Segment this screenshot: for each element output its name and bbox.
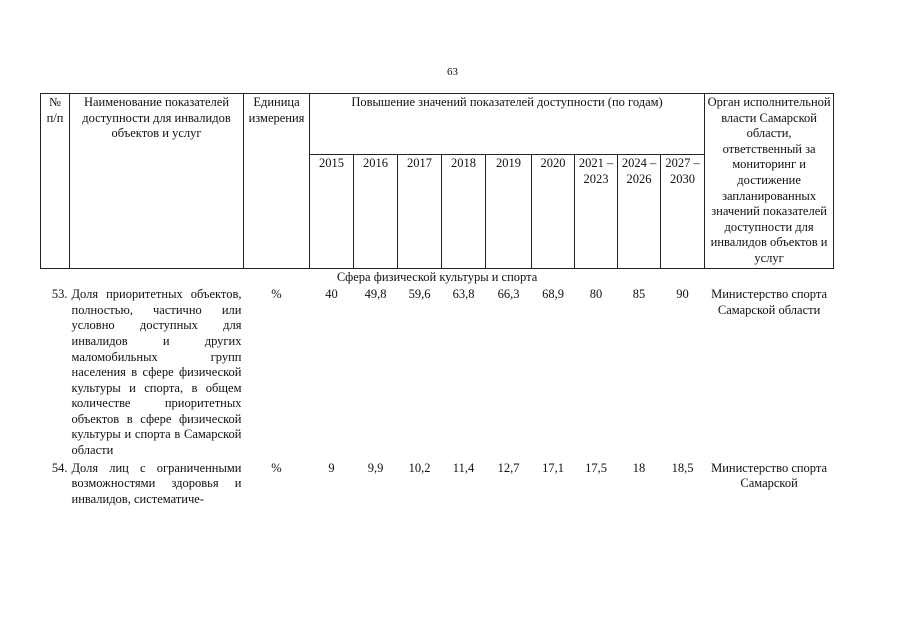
value-2016: 49,8	[364, 287, 387, 302]
accessibility-indicators-table	[40, 93, 834, 508]
unit: %	[271, 460, 282, 475]
value-2027-2030: 18,5	[671, 460, 694, 475]
header-years-group: Повышение значений показателей доступности (по годам)	[310, 94, 705, 155]
header-year: 2027 – 2030	[661, 155, 705, 268]
value-2018: 11,4	[452, 460, 475, 475]
header-year: 2019	[486, 155, 532, 268]
value-2027-2030: 90	[676, 287, 689, 302]
value-2017: 59,6	[408, 287, 431, 302]
value-2019: 12,7	[497, 460, 520, 475]
header-year: 2017	[398, 155, 442, 268]
page-number: 63	[447, 66, 458, 78]
header-num: № п/п	[41, 94, 70, 269]
value-2017: 10,2	[408, 460, 431, 475]
header-org: Орган исполнительной власти Самарской области, ответственный за мониторинг и достижение запланированных значений показателей доступности для инвалидов объектов и услуг	[705, 94, 834, 269]
indicator-name: Доля лиц с ограниченными возможностями здоровья и инвалидов, систематиче-	[71, 460, 242, 506]
value-2021-2023: 17,5	[585, 460, 607, 475]
value-2016: 9,9	[367, 460, 384, 475]
header-name: Наименование показателей доступности для инвалидов объектов и услуг	[70, 94, 244, 269]
section-row	[41, 268, 834, 286]
table-row	[41, 286, 834, 460]
header-unit: Единица измерения	[244, 94, 310, 269]
header-year: 2016	[354, 155, 398, 268]
header-row-1	[41, 94, 834, 155]
indicator-name: Доля приоритетных объектов, полностью, частично или условно доступных для инвалидов и других маломобильных групп населения в сфере физической культуры и спорта, в общем количестве приоритетных объектов в сфере физической культуры и спорта в Самарской области	[71, 287, 242, 458]
header-year: 2018	[442, 155, 486, 268]
section-title: Сфера физической культуры и спорта	[336, 269, 538, 284]
unit: %	[271, 287, 282, 302]
value-2021-2023: 80	[589, 287, 603, 302]
value-2020: 68,9	[542, 287, 564, 302]
responsible-org: Министерство спорта Самарской области	[711, 287, 828, 317]
responsible-org: Министерство спорта Самарской	[711, 460, 828, 491]
header-year: 2024 – 2026	[618, 155, 661, 268]
value-2015: 40	[325, 287, 338, 302]
value-2015: 9	[328, 460, 335, 475]
table-row	[41, 460, 834, 509]
row-number: 53.	[51, 287, 68, 302]
header-year: 2021 – 2023	[575, 155, 618, 268]
value-2018: 63,8	[452, 287, 475, 302]
value-2020: 17,1	[542, 460, 564, 475]
value-2024-2026: 18	[632, 460, 646, 475]
value-2019: 66,3	[497, 287, 520, 302]
row-number: 54.	[51, 460, 68, 475]
header-year: 2020	[532, 155, 575, 268]
value-2024-2026: 85	[632, 287, 646, 302]
header-year: 2015	[310, 155, 354, 268]
